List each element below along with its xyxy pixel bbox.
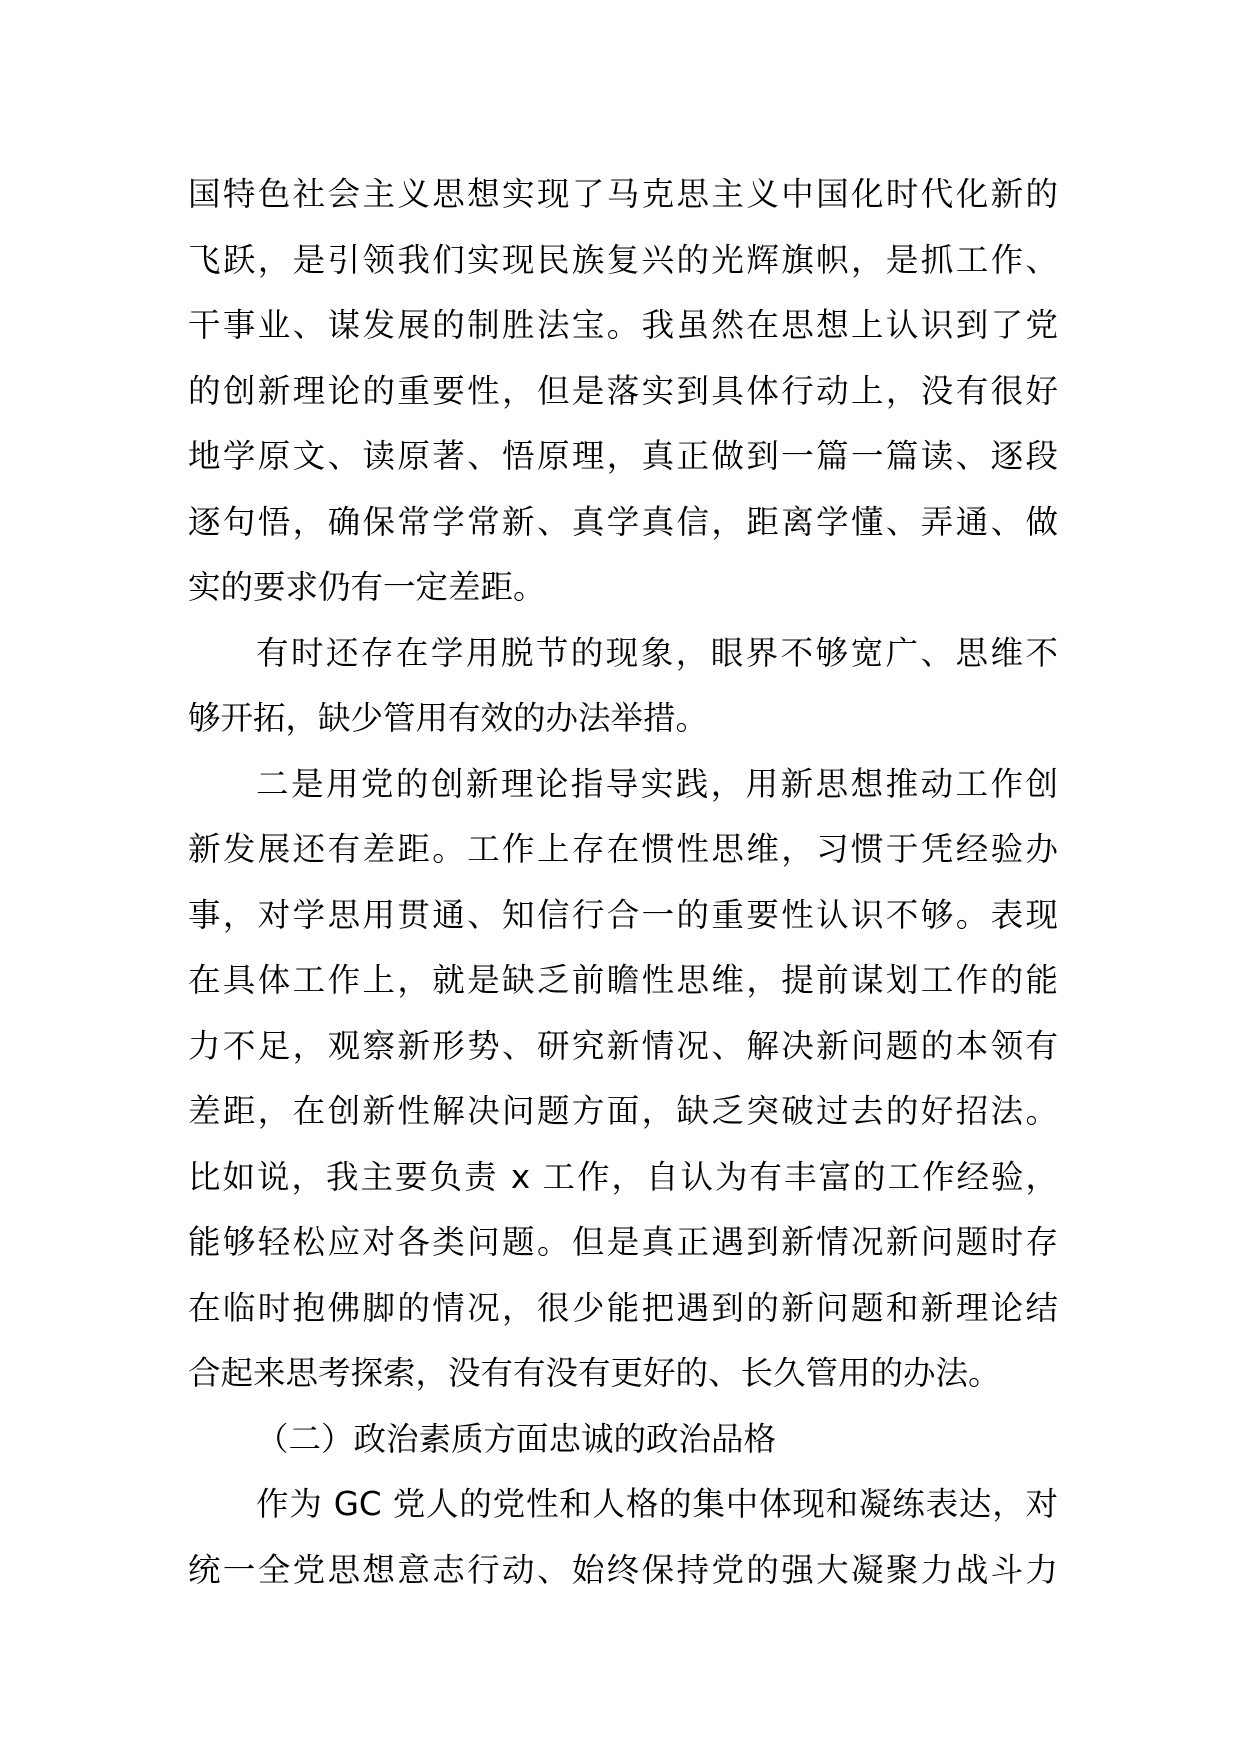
text-line: 干事业、谋发展的制胜法宝。我虽然在思想上认识到了党 <box>188 306 1058 344</box>
text-line: 够开拓，缺少管用有效的办法举措。 <box>188 699 709 737</box>
text-line: 比如说，我主要负责 x 工作，自认为有丰富的工作经验， <box>188 1157 1058 1196</box>
text-line: 新发展还有差距。工作上存在惯性思维，习惯于凭经验办 <box>188 830 1058 868</box>
text-line: 作为 GC 党人的党性和人格的集中体现和凝练表达，对 <box>256 1485 1058 1523</box>
text-line: 逐句悟，确保常学常新、真学真信，距离学懂、弄通、做 <box>188 502 1058 541</box>
text-line: 的创新理论的重要性，但是落实到具体行动上，没有很好 <box>188 371 1058 410</box>
section-heading: （二）政治素质方面忠诚的政治品格 <box>256 1419 777 1458</box>
text-line: 二是用党的创新理论指导实践，用新思想推动工作创 <box>256 764 1058 803</box>
text-line: 在临时抱佛脚的情况，很少能把遇到的新问题和新理论结 <box>188 1288 1058 1327</box>
text-line: 地学原文、读原著、悟原理，真正做到一篇一篇读、逐段 <box>188 437 1058 475</box>
text-line: 差距，在创新性解决问题方面，缺乏突破过去的好招法。 <box>188 1092 1058 1130</box>
text-line: 事，对学思用贯通、知信行合一的重要性认识不够。表现 <box>188 895 1058 934</box>
text-line: 在具体工作上，就是缺乏前瞻性思维，提前谋划工作的能 <box>188 961 1058 999</box>
text-line: 国特色社会主义思想实现了马克思主义中国化时代化新的 <box>188 175 1058 213</box>
text-line: 合起来思考探索，没有有没有更好的、长久管用的办法。 <box>188 1354 1001 1392</box>
document-body <box>188 162 1058 1603</box>
text-line: 力不足，观察新形势、研究新情况、解决新问题的本领有 <box>188 1026 1058 1065</box>
text-line: 能够轻松应对各类问题。但是真正遇到新情况新问题时存 <box>188 1223 1058 1261</box>
text-line: 有时还存在学用脱节的现象，眼界不够宽广、思维不 <box>256 633 1058 672</box>
text-line: 实的要求仍有一定差距。 <box>188 568 546 606</box>
text-line: 飞跃，是引领我们实现民族复兴的光辉旗帜，是抓工作、 <box>188 240 1058 279</box>
text-line: 统一全党思想意志行动、始终保持党的强大凝聚力战斗力 <box>188 1550 1058 1589</box>
